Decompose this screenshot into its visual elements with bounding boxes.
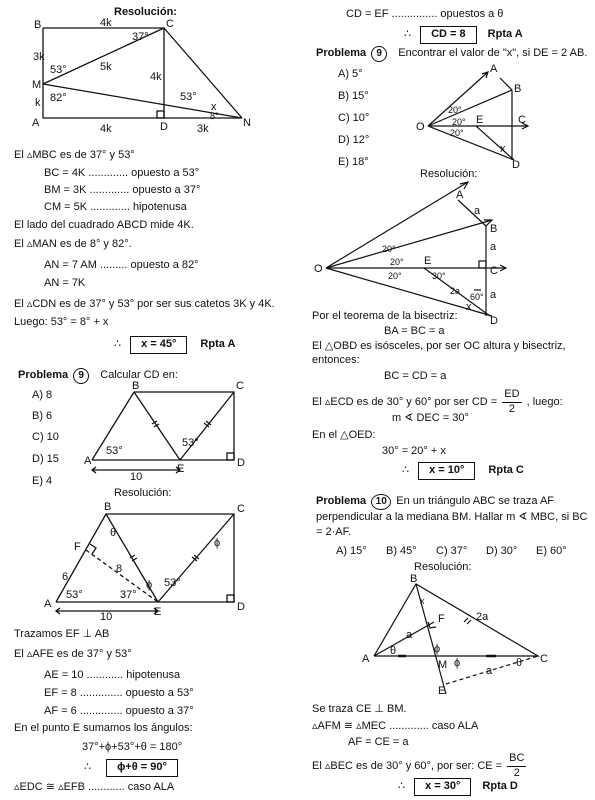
fig5-2a: 2a [450, 286, 461, 296]
fig4-label-d: D [512, 159, 520, 170]
punto-e-line: En el punto E sumamos los ángulos: [14, 722, 193, 734]
fraction-denominator: 2 [513, 766, 520, 779]
option-c: C) 10 [32, 431, 59, 443]
answer-10 [402, 462, 524, 480]
mbc-line-2: BM = 3K ............. opuesto a 37° [44, 184, 201, 196]
figure-square-mbn [14, 18, 264, 140]
right-column [308, 0, 593, 800]
option-d: D) 15 [32, 453, 59, 465]
fig1-angle-8: 8° [210, 111, 219, 121]
dec-line: m ∢ DEC = 30° [392, 412, 469, 424]
fig4-angle-1: 20° [448, 105, 462, 115]
fraction-ed-2 [502, 388, 521, 417]
fig6-label-m: M [438, 659, 448, 671]
sum-line: 37°+ϕ+53°+θ = 180° [82, 741, 183, 753]
figure-resolution-9 [34, 500, 259, 620]
figure-problem-9 [82, 380, 252, 480]
ecd-text: El ▵ECD es de 30° y 60° por ser CD = [312, 396, 498, 409]
bec-line [312, 752, 526, 781]
man-line-1: AN = 7 AM ......... opuesto a 82° [44, 259, 199, 271]
resolution-title: Resolución: [114, 6, 177, 18]
fig5-a-2: a [490, 241, 497, 253]
fig1-label-c: C [166, 18, 174, 30]
mbc-line-1: BC = 4K ............. opuesto a 53° [44, 167, 200, 179]
fig3-label-a: A [44, 598, 52, 610]
answer-rpta: Rpta D [482, 780, 518, 792]
sum-box: ϕ+θ = 90° [106, 759, 178, 777]
fig3-length-8: 8 [116, 563, 123, 575]
fig1-label-b: B [34, 19, 42, 31]
fig6-phi-2: ϕ [454, 657, 461, 669]
square-side-line: El lado del cuadrado ABCD mide 4K. [14, 219, 194, 231]
man-title: El ▵MAN es de 8° y 82°. [14, 238, 132, 250]
problem-label: Problema [316, 47, 367, 59]
answer-1 [114, 336, 235, 354]
fig1-label-a: A [32, 117, 40, 129]
fig3-angle-37: 37° [120, 589, 137, 601]
fig4-label-o: O [416, 121, 425, 133]
fig1-4k-right: 4k [150, 71, 162, 83]
fig1-x: x [211, 101, 217, 113]
fraction-numerator: ED [502, 388, 521, 403]
option-a: A) 8 [32, 389, 53, 401]
fig3-label-e: E [154, 606, 162, 618]
answer-box: x = 10° [418, 462, 475, 480]
fig6-a-1: a [406, 629, 413, 641]
problem-number-badge: 10 [371, 494, 391, 510]
option-c: C) 10° [338, 112, 370, 124]
fig3-phi-2: ϕ [214, 537, 221, 549]
fig5-a-1: a [474, 205, 481, 217]
fig1-angle-53a: 53° [50, 64, 67, 76]
fig3-length-10: 10 [100, 611, 113, 620]
answer-rpta: Rpta A [487, 28, 523, 40]
fig1-label-d: D [160, 121, 168, 133]
option-a: A) 5° [338, 68, 363, 80]
option-b: B) 6 [32, 410, 53, 422]
fig2-angle-53a: 53° [106, 445, 123, 457]
option-e: E) 18° [338, 156, 369, 168]
answer-rpta: Rpta C [488, 464, 524, 476]
option-b: B) 15° [338, 90, 369, 102]
therefore-symbol: ∴ [404, 28, 411, 40]
cdn-line: El ▵CDN es de 37° y 53° por ser sus catetos 3K y 4K. [14, 298, 275, 310]
option-d: D) 12° [338, 134, 370, 146]
fig6-label-f: F [438, 613, 445, 625]
fig5-angle-60: 60° [470, 292, 484, 302]
fig1-angle-82: 82° [50, 92, 67, 104]
problem-label: Problema [316, 495, 367, 507]
fig5-angle-1: 20° [382, 244, 396, 254]
option-e: E) 4 [32, 475, 53, 487]
fig3-angle-53b: 53° [164, 577, 181, 589]
afe-title: El ▵AFE es de 37° y 53° [14, 648, 132, 660]
fig1-k: k [35, 97, 41, 109]
fig2-label-e: E [177, 463, 185, 475]
fig1-3k: 3k [33, 51, 45, 63]
fig2-length-10: 10 [130, 471, 143, 480]
mbc-title: El ▵MBC es de 37° y 53° [14, 149, 135, 161]
trace-ce-line: Se traza CE ⊥ BM. [312, 703, 407, 715]
fig4-angle-2: 20° [452, 117, 466, 127]
afe-line-1: AE = 10 ............ hipotenusa [44, 669, 181, 681]
fig4-x: x [500, 143, 506, 155]
problem-text: Calcular CD en: [100, 369, 178, 381]
problem-number-badge: 9 [73, 368, 89, 384]
fig6-label-b: B [410, 574, 418, 585]
fig6-a-2: a [486, 665, 493, 677]
fig5-angle-3: 20° [388, 271, 402, 281]
edc-line: ▵EDC ≅ ▵EFB ............ caso ALA [14, 781, 175, 793]
problem-label: Problema [18, 369, 69, 381]
afm-line: ▵AFM ≅ ▵MEC ............. caso ALA [312, 720, 479, 732]
problem-10 [316, 494, 594, 540]
fig1-top-4k: 4k [100, 18, 112, 29]
fig3-length-6: 6 [62, 571, 69, 583]
fraction-numerator: BC [507, 752, 526, 767]
fig5-label-e: E [424, 255, 432, 267]
therefore-symbol: ∴ [84, 761, 91, 773]
oed-line: 30° = 20° + x [382, 445, 446, 457]
fig5-label-b: B [490, 223, 498, 235]
fig3-label-d: D [237, 601, 245, 613]
option-e: E) 60° [536, 545, 567, 557]
fraction-denominator: 2 [508, 402, 515, 415]
fig1-label-m: M [32, 79, 42, 91]
fig5-label-a: A [456, 189, 464, 201]
fig4-label-a: A [490, 63, 498, 75]
fig5-a-3: a [490, 289, 497, 301]
fig3-angle-53a: 53° [66, 589, 83, 601]
answer-box: CD = 8 [420, 26, 477, 44]
fig6-label-a: A [362, 653, 370, 665]
fig4-angle-3: 20° [450, 128, 464, 138]
resolution-3-title: Resolución: [420, 168, 478, 180]
fig6-x: x [420, 596, 425, 606]
afe-line-2: EF = 8 .............. opuesto a 53° [44, 687, 194, 699]
fig6-2a: 2a [476, 611, 489, 623]
problem-text: Encontrar el valor de "x", si DE = 2 AB. [398, 47, 588, 59]
fig2-label-c: C [236, 380, 244, 392]
fig1-5k: 5k [100, 61, 112, 73]
obd-line: El △OBD es isósceles, por ser OC altura y bisectriz, entonces: [312, 340, 566, 366]
fig5-angle-2: 20° [390, 257, 404, 267]
ecd-luego: , luego: [526, 396, 563, 409]
fig5-label-c: C [490, 265, 498, 277]
resolution-2-title: Resolución: [114, 487, 172, 499]
oed-title: En el △OED: [312, 429, 376, 441]
figure-resolution-10 [358, 574, 558, 696]
fig4-label-c: C [518, 114, 526, 126]
option-c: C) 37° [436, 545, 468, 557]
therefore-symbol: ∴ [114, 338, 121, 350]
luego-line: Luego: 53° = 8° + x [14, 316, 109, 328]
fraction-bc-2 [507, 752, 526, 781]
fig2-label-d: D [237, 457, 245, 469]
fig3-theta: θ [110, 527, 117, 539]
fig5-angle-30: 30° [432, 271, 446, 281]
trazamos-line: Trazamos EF ⊥ AB [14, 628, 110, 640]
fig6-label-c: C [540, 653, 548, 665]
fig6-phi-1: ϕ [434, 643, 441, 655]
ba-bc-line: BA = BC = a [384, 325, 445, 337]
fig1-bottom-4k: 4k [100, 123, 112, 135]
answer-11 [398, 778, 518, 796]
fig2-angle-53b: 53° [182, 437, 199, 449]
fig5-x: x [466, 301, 472, 313]
mbc-line-3: CM = 5K ............. hipotenusa [44, 201, 187, 213]
af-ce-line: AF = CE = a [348, 736, 409, 748]
answer-rpta: Rpta A [200, 338, 236, 350]
answer-box: x = 30° [414, 778, 471, 796]
fig3-label-f: F [74, 541, 81, 553]
fig1-bottom-3k: 3k [197, 123, 209, 135]
bec-text: El ▵BEC es de 30° y 60°, por ser: CE = [312, 760, 503, 773]
answer-9 [404, 26, 523, 44]
problem-number-badge: 9 [371, 46, 387, 62]
fig4-label-e: E [476, 114, 484, 126]
fig2-label-b: B [132, 380, 140, 392]
figure-problem-9b [416, 60, 546, 170]
fig1-angle-37: 37° [132, 31, 149, 43]
therefore-symbol: ∴ [398, 780, 405, 792]
figure-resolution-9b [310, 176, 530, 326]
answer-box: x = 45° [130, 336, 187, 354]
option-d: D) 30° [486, 545, 518, 557]
left-column [14, 0, 309, 800]
fig6-label-e: E [438, 685, 446, 696]
fig4-label-b: B [514, 83, 522, 95]
bisectriz-title: Por el teorema de la bisectriz: [312, 310, 458, 322]
sum-answer [84, 759, 178, 777]
fig1-angle-53b: 53° [180, 91, 197, 103]
fig6-theta-1: θ [390, 645, 397, 657]
cd-ef-line: CD = EF ............... opuestos a θ [346, 8, 504, 20]
option-a: A) 15° [336, 545, 367, 557]
fig5-label-o: O [314, 263, 323, 275]
therefore-symbol: ∴ [402, 464, 409, 476]
option-b: B) 45° [386, 545, 417, 557]
bc-cd-line: BC = CD = a [384, 370, 447, 382]
problem-text: En un triángulo ABC se traza AF perpendicular a la mediana BM. Hallar m ∢ MBC, si BC = 2·AF. [316, 495, 588, 538]
fig6-theta-2: θ [516, 657, 523, 669]
fig5-label-d: D [490, 315, 498, 326]
fig2-label-a: A [84, 455, 92, 467]
fig1-label-n: N [243, 117, 251, 129]
afe-line-3: AF = 6 .............. opuesto a 37° [44, 705, 194, 717]
resolution-4-title: Resolución: [414, 561, 472, 573]
man-line-2: AN = 7K [44, 277, 86, 289]
fig3-phi: ϕ [146, 579, 153, 591]
fig3-label-b: B [104, 501, 112, 513]
fig3-label-c: C [237, 503, 245, 515]
